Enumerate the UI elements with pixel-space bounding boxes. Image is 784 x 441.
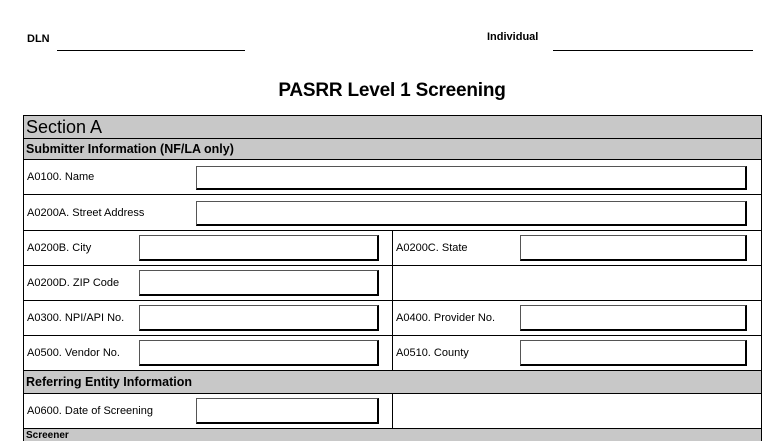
screener-heading-row (24, 429, 761, 441)
a0100-label: A0100. Name (27, 171, 95, 183)
section-a-form (23, 115, 762, 441)
row-a0200b-c (24, 231, 761, 266)
submitter-heading: Submitter Information (NF/LA only) (26, 142, 234, 156)
a0200d-label: A0200D. ZIP Code (27, 277, 120, 289)
section-a-title: Section A (26, 117, 103, 137)
a0200c-label: A0200C. State (396, 242, 468, 254)
npi-api-input[interactable] (139, 305, 379, 331)
a0500-label: A0500. Vendor No. (27, 347, 120, 359)
vendor-no-input[interactable] (139, 340, 379, 366)
date-of-screening-input[interactable] (196, 398, 379, 424)
a0510-label: A0510. County (396, 347, 469, 359)
a0600-label: A0600. Date of Screening (27, 405, 153, 417)
a0200a-label: A0200A. Street Address (27, 206, 145, 219)
section-a-header (24, 116, 761, 139)
column-divider (392, 394, 393, 428)
county-input[interactable] (520, 340, 747, 366)
submitter-heading-row (24, 139, 761, 160)
state-input[interactable] (520, 235, 747, 261)
individual-field[interactable] (553, 50, 753, 51)
city-input[interactable] (139, 235, 379, 261)
zip-code-input[interactable] (139, 270, 379, 296)
page-title: PASRR Level 1 Screening (278, 80, 506, 101)
column-divider (392, 266, 393, 300)
row-a0300-a0400 (24, 301, 761, 336)
a0300-label: A0300. NPI/API No. (27, 312, 125, 324)
individual-label: Individual (487, 31, 539, 43)
row-a0500-a0510 (24, 336, 761, 371)
referring-heading-row (24, 371, 761, 394)
provider-no-input[interactable] (520, 305, 747, 331)
row-a0100 (24, 160, 761, 195)
row-a0200d (24, 266, 761, 301)
name-input[interactable] (196, 166, 747, 190)
row-a0200a (24, 195, 761, 231)
row-a0600 (24, 394, 761, 429)
a0200b-label: A0200B. City (27, 242, 92, 254)
a0400-label: A0400. Provider No. (396, 312, 496, 324)
dln-field[interactable] (57, 50, 245, 51)
dln-label: DLN (27, 33, 50, 45)
referring-heading: Referring Entity Information (26, 375, 192, 389)
street-address-input[interactable] (196, 201, 747, 226)
screener-heading: Screener (26, 430, 69, 441)
